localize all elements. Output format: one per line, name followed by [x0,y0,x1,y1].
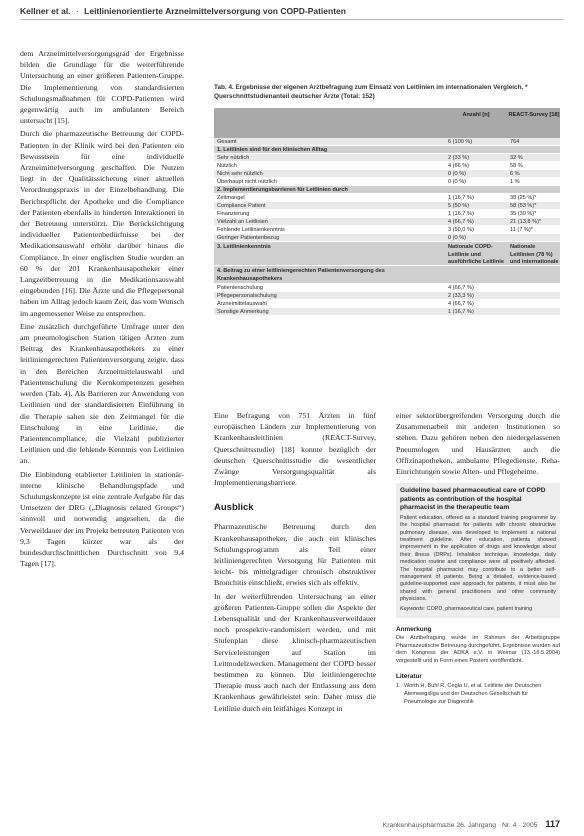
table-row [214,300,560,308]
table-cell-react: 1 % [510,179,520,185]
table-row-label: Compliance Patient [217,203,266,209]
table-cell-count: 1 (16,7 %) [448,211,474,217]
page-number: 117 [545,819,560,829]
table-row [214,170,560,178]
table-row-label: Überhaupt nicht nützlich [217,179,278,185]
table-cell-react: 32 % [510,155,523,161]
abstract-title: Guideline based pharmaceutical care of COPD patients as contribution of the hospital pharmacist in the therapeutic team [400,487,546,512]
table-row-label: Zeitmangel [217,195,245,201]
table-row [214,186,560,194]
table-row [214,146,560,154]
table-row [214,234,560,242]
page-footer [383,819,560,829]
middle-paragraph: Pharmazeutische Betreuung durch den Krankenhausapotheker, die auch ein klinisches Schulungsprogramm als Teil einer leitliniengerechten Versorgung für Patienten mit leicht- bis mittelgradiger chronisch obstruktiver Bronchitis einschließt, erwies sich als effektiv. [214,522,376,588]
table-row-label: Gesamt [217,139,237,145]
table-cell-count: 4 (66,7 %) [448,301,474,307]
table-row [214,154,560,162]
left-paragraph: Durch die pharmazeutische Betreuung der COPD-Patienten in der Klinik wird bei den Patienten ein Bewusstsein für eine individuelle Arzneimittelversorgung geschaffen. Die Nutzen liegt in der Qualitätssicherung einer aktuellen Verordnungspraxis in der Einzelbehandlung. Die Berichtspflicht der Apotheke und die Compliance der Patienten ebenfalls in hinderten Interaktionen in der Betreuung unterstützt. Die Berücksichtigung individueller Patientenbedürfnisse bei der Medikationsauswahl erhöht darüber hinaus die Compliance. In einer englischen Studie wurden an 60 % der 201 Krankenhausapotheker einer Langzeitbetreuung in die Medikationsauswahl eingebunden [16]. Die Ärzte und die Pflegepersonal haben im Alltag jedoch kaum Zeit, das vom Wunsch im angemessener Weise zu entsprechen. [20,129,184,318]
table-header [214,108,560,138]
abstract-keywords [400,606,556,613]
table-body [214,138,560,316]
table-row [214,138,560,146]
table-row [214,194,560,202]
left-paragraph: dem Arzneimittelversorgungsgrad der Ergebnisse bilden die Grundlage für die weiterführende Untersuchung an einer größeren Patienten-Gruppe. Die Implementierung von standardisierten Schulungsmaßnahmen für COPD-Patienten wird gegenwärtig auch im ambulanten Bereich untersucht [15]. [20,49,184,126]
table-cell-count: 2 (33 %) [448,155,470,161]
table-row [214,292,560,300]
left-paragraph: Die Einbindung etablierter Leitlinien in stationär-interne klinische Behandlungspfade und Schulungskonzepte ist eine zentrale Aufgabe für das Umsetzen der DRG („Diagnosis related Groups“) sinnvoll und notwendig angesehen, da die Verweildauer der im Projekt betreuten Patienten von 9,3 Tagen kürzer war als der bundesdurchschnittlichen Durchschnitt von 9,4 Tagen [17]. [20,469,184,569]
table-row [214,284,560,292]
literature-number: 1. [396,683,401,690]
header-authors: Kellner et al. [20,6,71,16]
middle-intro: Eine Befragung von 751 Ärzten in fünf europäischen Ländern zur Implementierung von Krankenhausleitlinien (REACT-Survey, Querschnittsstudie) [18] konnte bezüglich der deutschen Querschnittsstudie die wesentlicher Zwänge Versorgungsqualität als Implementierungsbarriere. [214,411,376,488]
table-cell-react: 38 (25 %)* [510,195,537,201]
note-body: Die Arztbefragung wurde im Rahmen der Arbeitsgruppe Pharmazeutische Betreuung durchgeführt. Ergebnisse wurden auf dem Kongress der ADKA e.V. in Weimar (13.-16.5.2004) vorgestellt und in Form eines Posters veröffentlicht. [396,635,560,664]
table-row-label: Nicht sehr nützlich [217,171,263,177]
running-header [20,6,346,16]
table-row-label: Finanzierung [217,211,250,217]
table-row [214,242,560,266]
table-cell-count: Nationale COPD-Leitlinie und ausführliche Leitlinie [448,244,504,265]
table-cell-react: 6 % [510,171,520,177]
table-row-label: 3. Leitlinienkenntnis [217,244,271,250]
table-header-react: REACT-Survey [18] [508,112,560,118]
table-cell-count: 6 (100 %) [448,139,473,145]
table-cell-count: 1 (16,7 %) [448,309,474,315]
table-cell-react: Nationale Leitlinien (78 %) und internationale [510,244,559,265]
table-row [214,218,560,226]
table-row-label: Nützlich [217,163,237,169]
header-separator: · [75,6,79,16]
table-cell-count: 4 (66,7 %) [448,285,474,291]
literature-heading: Literatur [396,673,422,681]
table-row [214,266,560,284]
table-row-label: Pflegepersonalschulung [217,293,277,299]
table-row-label: Geringer Patientenbezug [217,235,280,241]
english-abstract-box [396,483,560,618]
table-row [214,226,560,234]
middle-paragraph: In der weiterführenden Untersuchung an einer größeren Patienten-Gruppe sollen die Aspekte der Lebensqualität und der Krankenhausverweildauer noch prospektiv-randomisiert werden, und mit Stufenplan diese klinisch-pharmazeutischen Serviceleistungen auf Station im Leitmodelzwecken. Management der COPD besser bestimmen zu können. Die leitliniengerechte Therapie muss auch nach der Entlassung aus dem Krankenhaus gewährleistet sein. Daher muss die Leitlinie durch ein leitfähiges Konzept in [214,591,376,713]
table-cell-count: 1 (16,7 %) [448,195,474,201]
footer-journal: Krankenhauspharmazie 26. Jahrgang · Nr. 4 · 2005 [382,822,538,829]
table-cell-react: 58 % [510,163,523,169]
keywords-text: COPD, pharmaceutical care, patient training [426,605,533,612]
table-row-label: Sehr nützlich [217,155,250,161]
table-cell-count: 0 (0 %) [448,235,467,241]
table-cell-count: 4 (66,7 %) [448,219,474,225]
table-row-label: Vielzahl an Leitlinien [217,219,268,225]
table-cell-react: 58 (53 %)* [510,203,537,209]
table-row-label: Sonstige Anmerkung [217,309,269,315]
note-heading: Anmerkung [396,626,432,633]
table-cell-react: 21 (13,8 %)* [510,219,542,225]
table-row-label: 2. Implementierungsbarrieren für Leitlinien durch [217,187,348,193]
left-column [20,48,184,571]
right-column [396,410,560,706]
keywords-label: Keywords: [400,605,426,612]
table-cell-count: 0 (0 %) [448,171,467,177]
header-rule [20,19,564,20]
table-row-label: Arzneimittelauswahl [217,301,267,307]
table-row [214,308,560,316]
results-table [214,108,560,316]
table-header-count: Anzahl [n] [462,112,490,118]
table-row-label: 4. Beitrag zu einer leitliniengerechten Patientenversorgung des Krankenhausapothekers [217,268,385,282]
left-paragraph: Eine zusätzlich durchgeführte Umfrage unter den am pneumologischen Station tätigen Ärzten zum Beitrag des Krankenhausapothekers zu einer leitliniengerechten Patientenversorgung zeigte, dass in den Bereichen Arzneimittelauswahl und Patientenschulung die Kernkompetenzen gesehen werden (Tab. 4). Als Barrieren zur Anwendung von Leitlinien und der standardisierten Einführung in die Therapie sahen sie den Zeitmangel für die Einschulung in eine Leitlinie, die Patientencompliance, die Vielzahl publizierter Leitlinien und die fehlende Kenntnis von Leitlinien an. [20,321,184,466]
table-cell-count: 0 (0 %) [448,179,467,185]
middle-column [214,410,376,716]
section-heading-ausblick: Ausblick [214,502,254,514]
table-row [214,162,560,170]
header-running-title: Leitlinienorientierte Arzneimittelversorgung von COPD-Patienten [84,6,346,16]
table-cell-react: 11 (7 %)* [510,227,533,233]
right-intro: einer sektorübergreifenden Versorgung durch die Zusammenarbeit mit anderen Institutionen so stehen. Dazu gehören neben den niedergelassenen Pneumologen und Hausärzten auch die Offizinapotheken, ambulante Pflegedienste, Reha-Einrichtungen sowie Alten- und Pflegeheime. [396,411,560,477]
literature-item [396,683,560,706]
table-row-label: Fehlende Leitlinienkenntnis [217,227,285,233]
abstract-body: Patient education, offered as a standard training programme by the hospital pharmacist for patients with chronic obstructive pulmonary disease, was developed to implement a national treatment guideline. After education, patients showed improvement in the application of drugs and knowledge about their illness (DRPs). Inhalation technique, knowledge, daily medication routine and compliance were all positively affected. The hospital pharmacist may contribute to a better self-management of patients. Being a detailed, evidence-based guideline-supported care approach for patients, it must also be shared with general practitioners and other community physicians. [400,514,556,603]
table-cell-count: 4 (66 %) [448,163,470,169]
table-cell-count: 3 (50,0 %) [448,227,474,233]
table-row [214,210,560,218]
table-cell-react: 764 [510,139,520,145]
table-caption: Tab. 4. Ergebnisse der eigenen Arztbefragung zum Einsatz von Leitlinien im internationalen Vergleich. * Querschnittstudienanteil deutscher Ärzte (Total: 152) [214,84,528,100]
table-row [214,202,560,210]
table-cell-count: 5 (50 %) [448,203,470,209]
table-cell-count: 2 (33,3 %) [448,293,474,299]
literature-text: Worth H, Buhl R, Cegla U, et al. Leitlinie der Deutschen Atemwegsliga und der Deutschen Gesellschaft für Pneumologie zur Diagnostik [404,683,542,705]
table-cell-react: 35 (30 %)* [510,211,537,217]
table-row-label: Patientenschulung [217,285,264,291]
table-row-label: 1. Leitlinien sind für den klinischen Alltag [217,147,328,153]
table-row [214,178,560,186]
